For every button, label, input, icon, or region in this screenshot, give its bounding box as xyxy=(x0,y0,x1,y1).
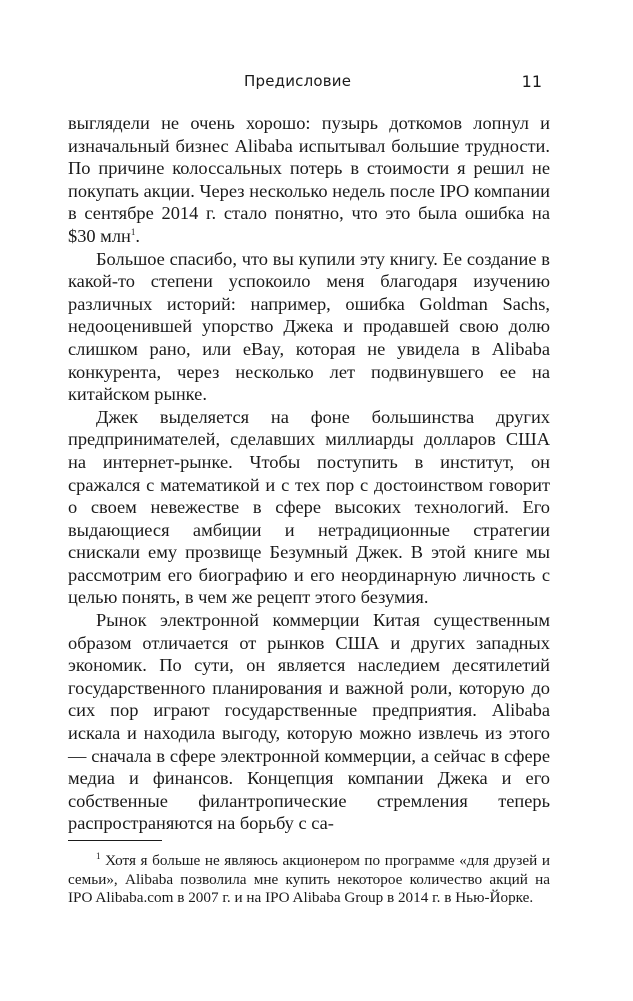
paragraph-3: Джек выделяется на фоне большинства других предпринимателей, сделавших миллиарды долларов США на интернет-рынке. Чтобы поступить в институт, он сражался с математикой и с тех пор с достоинством говорит о своем невежестве в сфере высоких технологий. Его выдающиеся амбиции и нетрадиционные стратегии снискали ему прозвище Безумный Джек. В этой книге мы рассмотрим его биографию и его неординарную личность с целью понять, в чем же рецепт этого безумия. xyxy=(68,406,550,608)
page-number: 11 xyxy=(521,72,542,91)
paragraph-1-text: выглядели не очень хорошо: пузырь доткомов лопнул и изначальный бизнес Alibaba испытывал большие трудности. По причине колоссальных потерь в стоимости я решил не покупать акции. Через несколько недель после IPO компании в сентябре 2014 г. стало понятно, что это была ошибка на $30 млн xyxy=(68,113,550,246)
paragraph-1-end: . xyxy=(135,225,140,246)
footnote-text: Хотя я больше не являюсь акционером по программе «для друзей и семьи», Alibaba позволила мне купить некоторое количество акций на IPO Alibaba.com в 2007 г. и на IPO Alibaba Group в 2014 г. в Нью-Йорке. xyxy=(68,852,551,907)
footnote xyxy=(68,852,550,908)
book-page xyxy=(68,0,550,1001)
paragraph-4: Рынок электронной коммерции Китая существенным образом отличается от рынков США и других западных экономик. По сути, он является наследием десятилетий государственного планирования и важной роли, которую до сих пор играют государственные предприятия. Alibaba искала и находила выгоду, которую можно извлечь из этого — сначала в сфере электронной коммерции, а сейчас в сфере медиа и финансов. Концепция компании Джека и его собственные филантропические стремления теперь распространяются на борьбу с са- xyxy=(68,610,550,834)
footnote-marker: 1 xyxy=(96,850,101,861)
running-head xyxy=(68,72,550,94)
paragraph-2: Большое спасибо, что вы купили эту книгу. Ее создание в какой-то степени успокоило меня благодаря изучению различных историй: например, ошибка Goldman Sachs, недооценившей упорство Джека и продавшей свою долю слишком рано, или eBay, которая не увидела в Alibaba конкурента, через несколько лет подвинувшего ее на китайском рынке. xyxy=(68,248,550,405)
paragraph-1 xyxy=(68,112,550,248)
chapter-title: Предисловие xyxy=(244,72,352,90)
footnote-divider xyxy=(68,840,162,841)
body-text xyxy=(68,112,550,835)
footnote-reference: 1 xyxy=(130,226,136,237)
